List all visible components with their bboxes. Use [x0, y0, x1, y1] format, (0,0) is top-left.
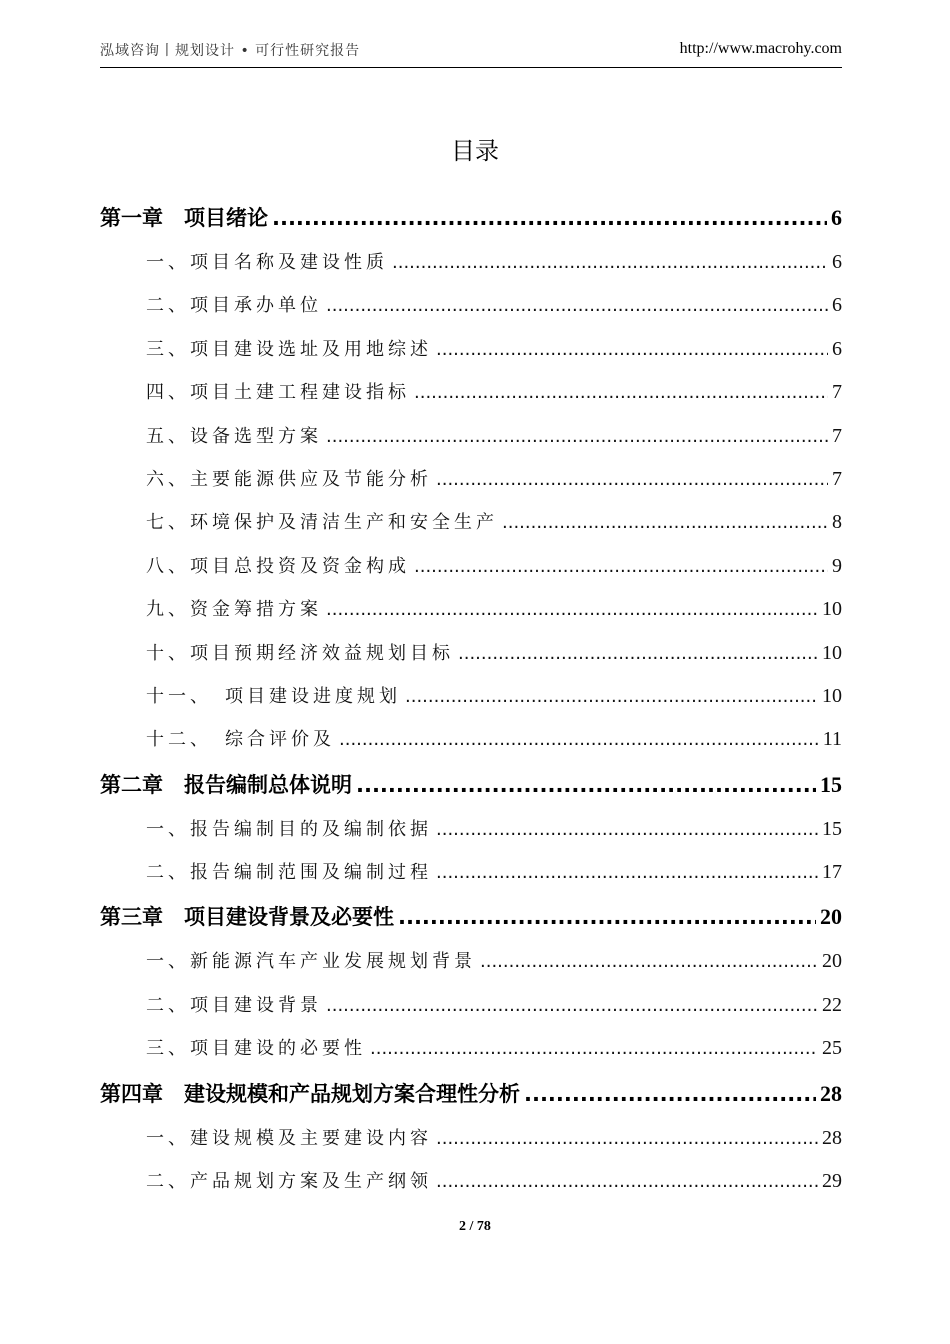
toc-entry-page: 7 [832, 424, 842, 447]
toc-dot-leader [436, 808, 818, 851]
toc-dot-leader [524, 1071, 816, 1117]
toc-dot-leader [326, 415, 828, 458]
toc-section-entry[interactable] [100, 808, 842, 851]
toc-entry-page: 6 [832, 337, 842, 360]
toc-dot-leader [414, 545, 828, 588]
toc-entry-label: 十一、 项目建设进度规划 [146, 685, 401, 707]
toc-section-entry[interactable] [100, 328, 842, 371]
toc-dot-leader [356, 762, 816, 808]
toc-entry-page: 22 [822, 993, 842, 1016]
toc-entry-label: 九、资金筹措方案 [146, 599, 322, 621]
toc-entry-page: 10 [822, 684, 842, 707]
toc-section-entry[interactable] [100, 1160, 842, 1203]
toc-section-entry[interactable] [100, 940, 842, 983]
toc-entry-label: 第二章 报告编制总体说明 [100, 772, 352, 797]
toc-chapter-entry[interactable] [100, 894, 842, 940]
toc-entry-label: 十二、 综合评价及 [146, 729, 335, 751]
toc-dot-leader [436, 1160, 818, 1203]
toc-dot-leader [326, 588, 818, 631]
toc-dot-leader [370, 1027, 818, 1070]
toc-dot-leader [272, 195, 827, 241]
toc-entry-label: 六、主要能源供应及节能分析 [146, 468, 432, 490]
toc-entry-page: 8 [832, 511, 842, 534]
toc-entry-label: 十、项目预期经济效益规划目标 [146, 642, 454, 664]
toc-dot-leader [414, 371, 828, 414]
toc-entry-page: 6 [831, 205, 842, 230]
toc-entry-label: 二、项目承办单位 [146, 295, 322, 317]
toc-entry-label: 五、设备选型方案 [146, 425, 322, 447]
toc-section-entry[interactable] [100, 1027, 842, 1070]
toc-entry-label: 第三章 项目建设背景及必要性 [100, 905, 394, 930]
toc-entry-label: 二、项目建设背景 [146, 994, 322, 1016]
toc-entry-page: 10 [822, 641, 842, 664]
header-divider [100, 67, 842, 68]
toc-entry-page: 29 [822, 1170, 842, 1193]
toc-section-entry[interactable] [100, 415, 842, 458]
toc-dot-leader [436, 851, 818, 894]
toc-dot-leader [436, 328, 828, 371]
page-number: 2 / 78 [459, 1219, 491, 1234]
toc-entry-label: 二、产品规划方案及生产纲领 [146, 1171, 432, 1193]
toc-entry-page: 28 [820, 1080, 842, 1106]
toc-entry-label: 七、环境保护及清洁生产和安全生产 [146, 512, 498, 534]
toc-entry-label: 第一章 项目绪论 [100, 206, 268, 230]
toc-entry-label: 八、项目总投资及资金构成 [146, 555, 410, 577]
toc-section-entry[interactable] [100, 1117, 842, 1160]
toc-section-entry[interactable] [100, 284, 842, 327]
toc-section-entry[interactable] [100, 241, 842, 284]
toc-entry-page: 7 [832, 467, 842, 490]
toc-section-entry[interactable] [100, 588, 842, 631]
toc-chapter-entry[interactable] [100, 195, 842, 241]
toc-entry-page: 10 [822, 598, 842, 621]
toc-entry-label: 三、项目建设的必要性 [146, 1038, 366, 1060]
toc-title: 目录 [451, 137, 499, 165]
toc-entry-page: 15 [822, 817, 842, 840]
toc-entry-page: 6 [832, 251, 842, 273]
toc-section-entry[interactable] [100, 984, 842, 1027]
toc-section-entry[interactable] [100, 545, 842, 588]
toc-dot-leader [480, 940, 818, 983]
toc-chapter-entry[interactable] [100, 762, 842, 808]
toc-entry-page: 20 [820, 904, 842, 930]
table-of-contents [100, 195, 842, 1203]
toc-section-entry[interactable] [100, 675, 842, 718]
toc-entry-label: 二、报告编制范围及编制过程 [146, 862, 432, 884]
toc-entry-page: 9 [832, 554, 842, 577]
toc-entry-page: 7 [832, 381, 842, 404]
toc-section-entry[interactable] [100, 501, 842, 544]
toc-dot-leader [405, 675, 818, 718]
toc-dot-leader [502, 501, 828, 544]
toc-entry-page: 6 [832, 294, 842, 317]
toc-dot-leader [436, 1117, 818, 1160]
toc-dot-leader [326, 984, 818, 1027]
toc-section-entry[interactable] [100, 718, 842, 761]
toc-chapter-entry[interactable] [100, 1071, 842, 1117]
toc-entry-label: 一、项目名称及建设性质 [146, 252, 388, 273]
toc-dot-leader [339, 718, 819, 761]
toc-dot-leader [458, 632, 818, 675]
toc-entry-label: 四、项目土建工程建设指标 [146, 382, 410, 404]
toc-dot-leader [392, 241, 828, 284]
toc-entry-page: 25 [822, 1037, 842, 1060]
toc-entry-page: 15 [820, 771, 842, 797]
toc-section-entry[interactable] [100, 632, 842, 675]
toc-dot-leader [398, 894, 816, 940]
toc-section-entry[interactable] [100, 851, 842, 894]
toc-entry-label: 三、项目建设选址及用地综述 [146, 338, 432, 360]
toc-entry-page: 17 [822, 861, 842, 884]
toc-entry-label: 一、建设规模及主要建设内容 [146, 1127, 432, 1149]
toc-entry-label: 一、报告编制目的及编制依据 [146, 818, 432, 840]
toc-dot-leader [436, 458, 828, 501]
toc-entry-label: 第四章 建设规模和产品规划方案合理性分析 [100, 1081, 520, 1106]
toc-entry-label: 一、新能源汽车产业发展规划背景 [146, 951, 476, 973]
toc-entry-page: 28 [822, 1126, 842, 1149]
toc-entry-page: 20 [822, 950, 842, 973]
toc-entry-page: 11 [822, 728, 842, 751]
toc-section-entry[interactable] [100, 371, 842, 414]
toc-section-entry[interactable] [100, 458, 842, 501]
toc-dot-leader [326, 284, 828, 327]
header-left-text: 泓域咨询丨规划设计 • 可行性研究报告 [100, 43, 361, 59]
header-url[interactable]: http://www.macrohy.com [679, 40, 842, 57]
